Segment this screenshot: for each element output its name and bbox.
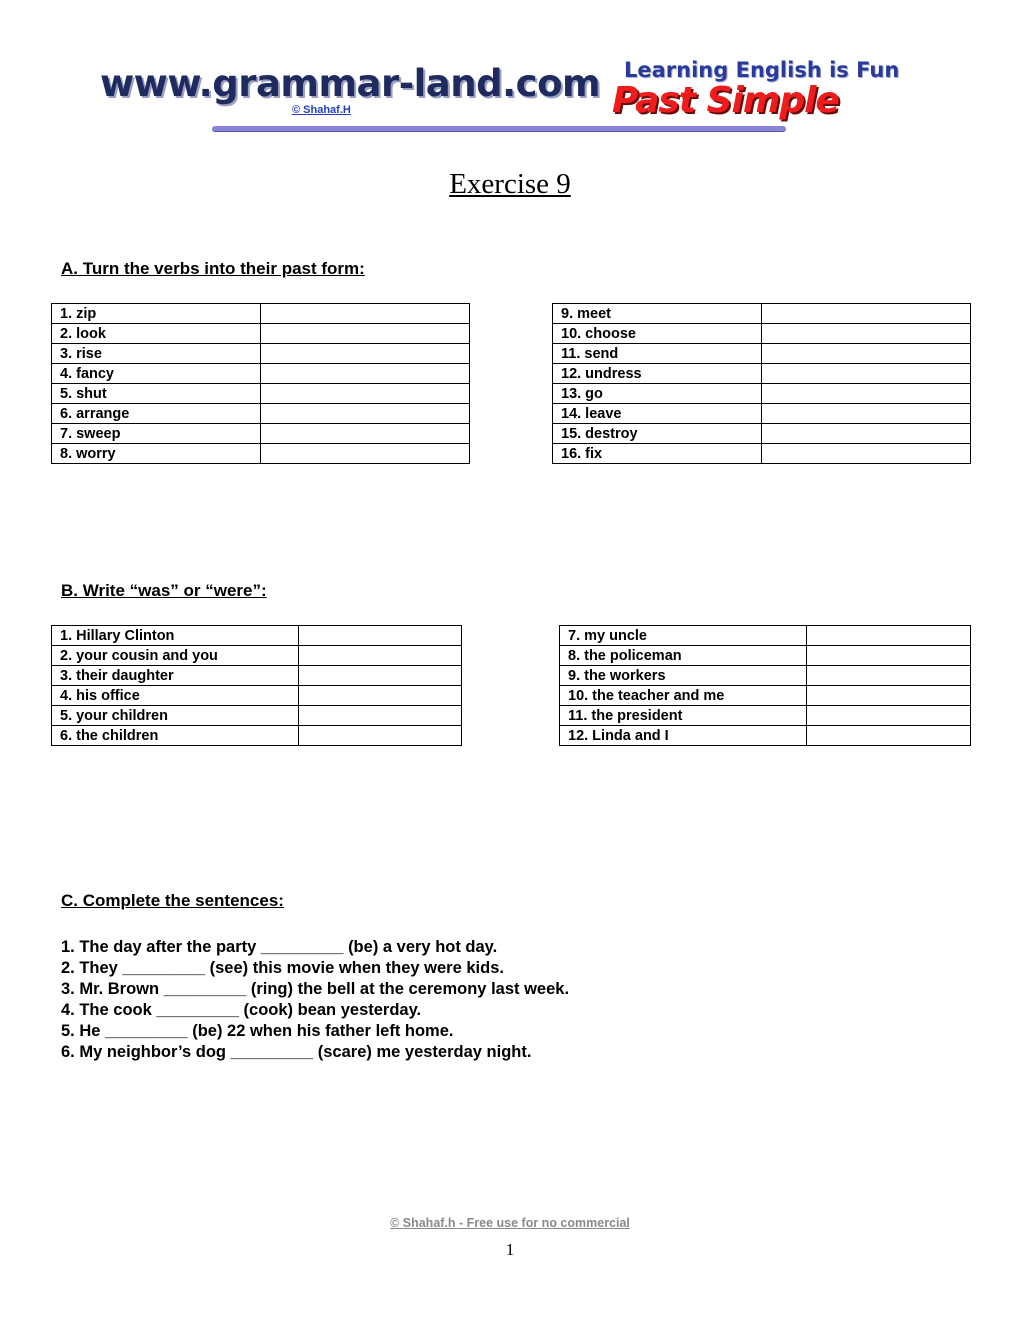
answer-cell[interactable] — [299, 666, 462, 686]
answer-cell[interactable] — [299, 726, 462, 746]
item-label: 9. the workers — [560, 666, 807, 686]
section-a-heading: A. Turn the verbs into their past form: — [61, 259, 365, 278]
section-a-table-left — [51, 303, 470, 464]
answer-cell[interactable] — [807, 626, 971, 646]
sentence-item: 6. My neighbor’s dog _________ (scare) me yesterday night. — [61, 1043, 532, 1061]
item-label: 5. your children — [52, 706, 299, 726]
table-row — [52, 706, 462, 726]
item-label: 6. the children — [52, 726, 299, 746]
table-row — [553, 364, 971, 384]
item-label: 9. meet — [553, 304, 762, 324]
table-row — [560, 646, 971, 666]
item-label: 3. rise — [52, 344, 261, 364]
sentence-item: 2. They _________ (see) this movie when they were kids. — [61, 959, 504, 977]
table-row — [52, 404, 470, 424]
table-row — [560, 666, 971, 686]
item-label: 10. choose — [553, 324, 762, 344]
table-row — [560, 726, 971, 746]
answer-cell[interactable] — [762, 404, 971, 424]
item-label: 1. Hillary Clinton — [52, 626, 299, 646]
answer-cell[interactable] — [762, 384, 971, 404]
answer-cell[interactable] — [807, 686, 971, 706]
item-label: 7. sweep — [52, 424, 261, 444]
table-row — [52, 646, 462, 666]
item-label: 11. send — [553, 344, 762, 364]
copyright-mark: © Shahaf.H — [292, 104, 351, 116]
answer-cell[interactable] — [762, 344, 971, 364]
section-b-table-left — [51, 625, 462, 746]
table-row — [553, 424, 971, 444]
item-label: 8. worry — [52, 444, 261, 464]
sentence-item: 5. He _________ (be) 22 when his father left home. — [61, 1022, 454, 1040]
answer-cell[interactable] — [807, 706, 971, 726]
answer-cell[interactable] — [299, 706, 462, 726]
footer-copyright[interactable]: © Shahaf.h - Free use for no commercial — [390, 1216, 630, 1230]
page-number: 1 — [505, 1240, 515, 1259]
item-label: 14. leave — [553, 404, 762, 424]
answer-cell[interactable] — [762, 424, 971, 444]
answer-cell[interactable] — [261, 384, 470, 404]
answer-cell[interactable] — [762, 364, 971, 384]
answer-cell[interactable] — [261, 424, 470, 444]
sentence-item: 3. Mr. Brown _________ (ring) the bell at the ceremony last week. — [61, 980, 570, 998]
table-row — [553, 384, 971, 404]
item-label: 13. go — [553, 384, 762, 404]
section-c-heading: C. Complete the sentences: — [61, 891, 284, 910]
answer-cell[interactable] — [807, 726, 971, 746]
site-logo[interactable]: www.grammar-land.com — [100, 62, 601, 105]
header-divider — [212, 126, 786, 132]
item-label: 16. fix — [553, 444, 762, 464]
item-label: 12. undress — [553, 364, 762, 384]
table-row — [553, 304, 971, 324]
item-label: 4. his office — [52, 686, 299, 706]
table-row — [52, 686, 462, 706]
item-label: 6. arrange — [52, 404, 261, 424]
item-label: 2. your cousin and you — [52, 646, 299, 666]
item-label: 15. destroy — [553, 424, 762, 444]
answer-cell[interactable] — [261, 344, 470, 364]
section-b-table-right — [559, 625, 971, 746]
section-a-table-right — [552, 303, 971, 464]
table-row — [560, 706, 971, 726]
answer-cell[interactable] — [807, 666, 971, 686]
answer-cell[interactable] — [762, 444, 971, 464]
table-row — [52, 344, 470, 364]
answer-cell[interactable] — [299, 646, 462, 666]
answer-cell[interactable] — [261, 444, 470, 464]
table-row — [52, 364, 470, 384]
item-label: 2. look — [52, 324, 261, 344]
table-row — [52, 424, 470, 444]
sentence-item: 1. The day after the party _________ (be) a very hot day. — [61, 938, 498, 956]
table-row — [553, 444, 971, 464]
topic-title: Past Simple — [612, 80, 839, 121]
table-row — [52, 304, 470, 324]
table-row — [560, 626, 971, 646]
answer-cell[interactable] — [299, 686, 462, 706]
answer-cell[interactable] — [807, 646, 971, 666]
table-row — [52, 384, 470, 404]
answer-cell[interactable] — [299, 626, 462, 646]
table-row — [52, 324, 470, 344]
section-b-heading: B. Write “was” or “were”: — [61, 581, 267, 600]
answer-cell[interactable] — [261, 324, 470, 344]
sentence-item: 4. The cook _________ (cook) bean yesterday. — [61, 1001, 422, 1019]
table-row — [52, 726, 462, 746]
page-title: Exercise 9 — [449, 168, 571, 200]
table-row — [52, 666, 462, 686]
item-label: 8. the policeman — [560, 646, 807, 666]
table-row — [52, 626, 462, 646]
answer-cell[interactable] — [261, 364, 470, 384]
item-label: 7. my uncle — [560, 626, 807, 646]
answer-cell[interactable] — [261, 404, 470, 424]
answer-cell[interactable] — [762, 324, 971, 344]
item-label: 5. shut — [52, 384, 261, 404]
item-label: 3. their daughter — [52, 666, 299, 686]
tagline: Learning English is Fun — [624, 58, 900, 82]
item-label: 10. the teacher and me — [560, 686, 807, 706]
answer-cell[interactable] — [762, 304, 971, 324]
header-banner — [100, 56, 920, 140]
table-row — [553, 324, 971, 344]
table-row — [560, 686, 971, 706]
table-row — [553, 404, 971, 424]
answer-cell[interactable] — [261, 304, 470, 324]
sentence-list — [61, 937, 569, 1063]
table-row — [553, 344, 971, 364]
item-label: 11. the president — [560, 706, 807, 726]
table-row — [52, 444, 470, 464]
item-label: 4. fancy — [52, 364, 261, 384]
item-label: 12. Linda and I — [560, 726, 807, 746]
item-label: 1. zip — [52, 304, 261, 324]
